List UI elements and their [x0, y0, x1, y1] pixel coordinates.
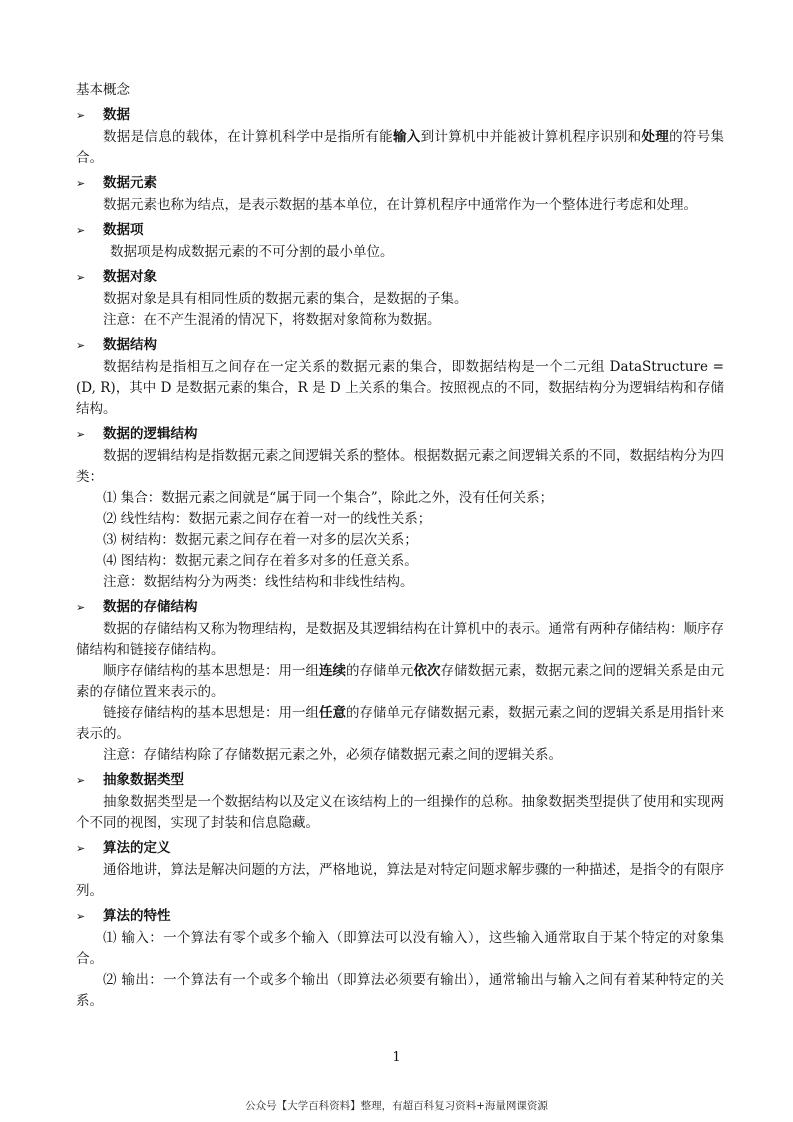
page-number: 1	[392, 1050, 401, 1065]
section-heading-text: 数据项	[103, 221, 144, 238]
arrow-bullet-icon: ➢	[76, 427, 86, 441]
text-run: 数据是信息的载体，在计算机科学中是指所有能	[103, 129, 393, 145]
section-heading	[76, 171, 724, 195]
section-heading-text: 抽象数据类型	[103, 771, 184, 788]
emphasis-text: 任意	[319, 705, 346, 721]
sections-container	[76, 103, 724, 1012]
text-run: 到计算机中并能被计算机程序识别和	[420, 129, 642, 145]
text-run: 数据的逻辑结构是指数据元素之间逻辑关系的整体。根据数据元素之间逻辑关系的不同，数据结构分为四类：	[76, 448, 724, 485]
section-heading	[76, 333, 724, 357]
emphasis-text: 连续	[319, 663, 346, 679]
footer-note: 公众号【大学百科资料】整理，有超百科复习资料+海量网课资源	[245, 1100, 548, 1112]
section	[76, 218, 724, 263]
section	[76, 103, 724, 169]
paragraph	[76, 289, 724, 310]
text-run: 注意：存储结构除了存储数据元素之外，必须存储数据元素之间的逻辑关系。	[103, 747, 562, 763]
section-heading	[76, 218, 724, 242]
section	[76, 904, 724, 1012]
section	[76, 836, 724, 902]
text-run: 的符号集合。	[76, 129, 725, 166]
section-heading	[76, 595, 724, 619]
text-run: 数据元素也称为结点，是表示数据的基本单位，在计算机程序中通常作为一个整体进行考虑和处理。	[103, 197, 697, 213]
text-run: ⑴ 集合：数据元素之间就是“属于同一个集合”，除此之外，没有任何关系；	[103, 490, 554, 506]
section-heading-text: 数据的存储结构	[103, 598, 198, 615]
section-heading-text: 数据结构	[103, 336, 157, 353]
arrow-bullet-icon: ➢	[76, 909, 86, 923]
section-heading	[76, 103, 724, 127]
text-run: 注意：在不产生混淆的情况下，将数据对象简称为数据。	[103, 312, 441, 328]
paragraph	[76, 530, 724, 551]
section	[76, 768, 724, 834]
text-run: ⑴ 输入：一个算法有零个或多个输入（即算法可以没有输入），这些输入通常取自于某个特定的对象集合。	[76, 930, 724, 967]
section-heading-text: 数据元素	[103, 174, 157, 191]
section	[76, 265, 724, 331]
text-run: 的存储单元	[346, 663, 414, 679]
page-title: 基本概念	[76, 82, 130, 98]
arrow-bullet-icon: ➢	[76, 841, 86, 855]
emphasis-text: 依次	[413, 663, 441, 679]
section-heading	[76, 422, 724, 446]
paragraph	[76, 860, 724, 902]
document-page	[76, 80, 724, 1012]
section-heading-text: 数据	[103, 106, 130, 123]
paragraph	[76, 509, 724, 530]
paragraph	[76, 619, 724, 661]
arrow-bullet-icon: ➢	[76, 600, 86, 614]
text-run: 的存储单元存储数据元素，数据元素之间的逻辑关系是用指针来表示的。	[76, 705, 724, 742]
section-heading	[76, 836, 724, 860]
section	[76, 422, 724, 593]
paragraph	[76, 792, 724, 834]
emphasis-text: 输入	[392, 129, 421, 145]
text-run: ⑷ 图结构：数据元素之间存在着多对多的任意关系。	[103, 553, 418, 569]
paragraph	[76, 195, 724, 216]
arrow-bullet-icon: ➢	[76, 338, 86, 352]
emphasis-text: 处理	[641, 129, 670, 145]
section	[76, 171, 724, 216]
section	[76, 595, 724, 766]
section-heading-text: 算法的特性	[103, 907, 171, 924]
paragraph	[76, 310, 724, 331]
paragraph	[76, 703, 724, 745]
text-run: 顺序存储结构的基本思想是：用一组	[103, 663, 319, 679]
text-run: 注意：数据结构分为两类：线性结构和非线性结构。	[103, 574, 414, 590]
paragraph	[76, 572, 724, 593]
text-run: 数据项是构成数据元素的不可分割的最小单位。	[110, 244, 394, 260]
paragraph	[76, 661, 724, 703]
section-heading	[76, 768, 724, 792]
paragraph	[76, 242, 724, 263]
text-run: 链接存储结构的基本思想是：用一组	[103, 705, 319, 721]
text-run: 数据的存储结构又称为物理结构，是数据及其逻辑结构在计算机中的表示。通常有两种存储结构：顺序存储结构和链接存储结构。	[76, 621, 724, 658]
section	[76, 333, 724, 420]
paragraph	[76, 357, 724, 420]
text-run: 通俗地讲，算法是解决问题的方法，严格地说，算法是对特定问题求解步骤的一种描述，是指令的有限序列。	[76, 862, 724, 899]
paragraph	[76, 928, 724, 970]
paragraph	[76, 551, 724, 572]
text-run: 存储数据元素，数据元素之间的逻辑关系是由元素的存储位置来表示的。	[76, 663, 724, 700]
paragraph	[76, 446, 724, 488]
text-run: ⑵ 线性结构：数据元素之间存在着一对一的线性关系；	[103, 511, 432, 527]
paragraph	[76, 127, 724, 169]
section-heading-text: 数据的逻辑结构	[103, 425, 198, 442]
section-heading-text: 数据对象	[103, 268, 157, 285]
text-run: ⑵ 输出：一个算法有一个或多个输出（即算法必须要有输出），通常输出与输入之间有着某种特定的关系。	[76, 972, 724, 1009]
arrow-bullet-icon: ➢	[76, 108, 86, 122]
text-run: 数据对象是具有相同性质的数据元素的集合，是数据的子集。	[103, 291, 468, 307]
section-heading-text: 算法的定义	[103, 839, 171, 856]
arrow-bullet-icon: ➢	[76, 773, 86, 787]
arrow-bullet-icon: ➢	[76, 270, 86, 284]
arrow-bullet-icon: ➢	[76, 223, 86, 237]
section-heading	[76, 265, 724, 289]
paragraph	[76, 745, 724, 766]
text-run: 抽象数据类型是一个数据结构以及定义在该结构上的一组操作的总称。抽象数据类型提供了使用和实现两个不同的视图，实现了封装和信息隐藏。	[76, 794, 724, 831]
arrow-bullet-icon: ➢	[76, 176, 86, 190]
paragraph	[76, 970, 724, 1012]
section-heading	[76, 904, 724, 928]
text-run: 数据结构是指相互之间存在一定关系的数据元素的集合，即数据结构是一个二元组 DataStructure = (D, R)，其中 D 是数据元素的集合，R 是 D 上关系的集合。按照视点的不同，数据结构分为逻辑结构和存储结构。	[76, 359, 724, 417]
paragraph	[76, 488, 724, 509]
text-run: ⑶ 树结构：数据元素之间存在着一对多的层次关系；	[103, 532, 418, 548]
